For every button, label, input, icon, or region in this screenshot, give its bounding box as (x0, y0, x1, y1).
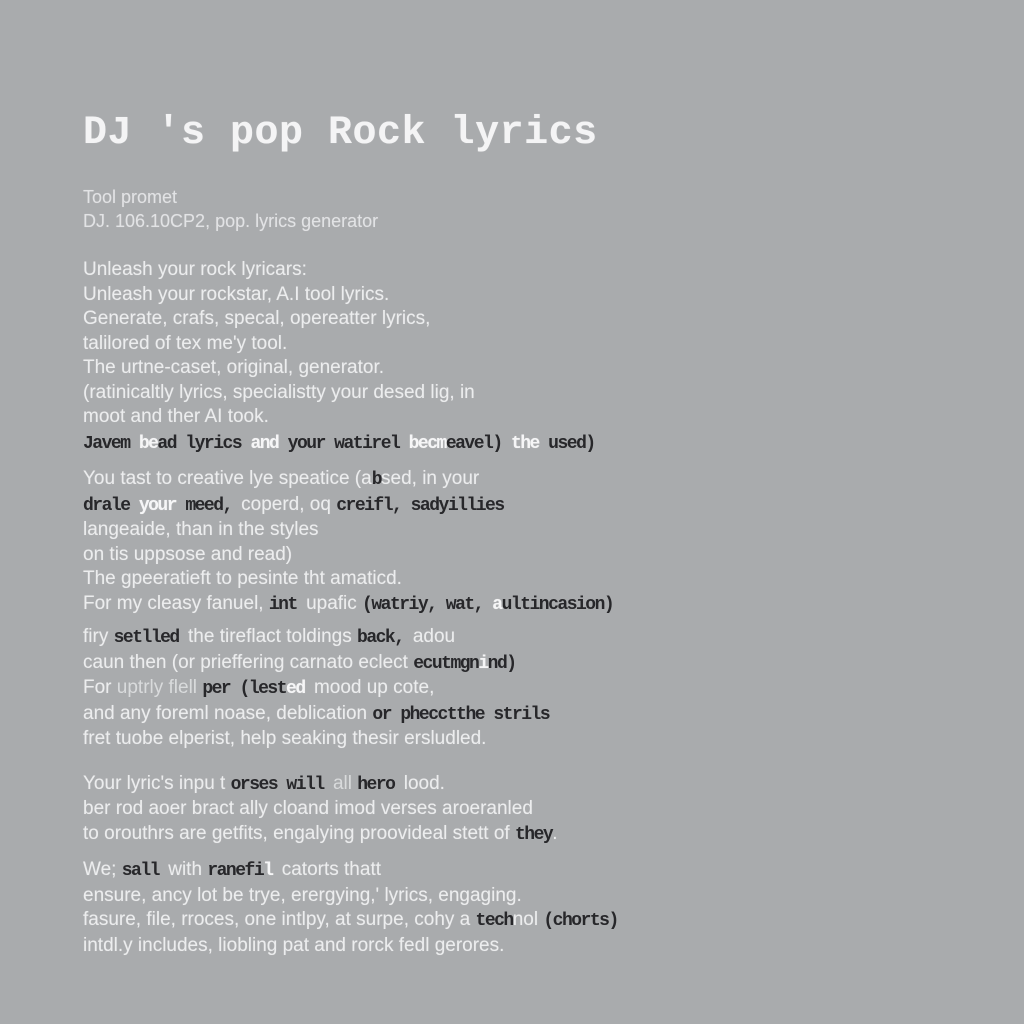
text-segment: (watriy, wat, (362, 594, 493, 615)
text-segment: ad lyrics (157, 433, 251, 454)
paragraph (83, 625, 964, 752)
text-segment: b (371, 470, 381, 490)
text-segment: Generate, crafs, specal, opereatter lyrics, (83, 308, 431, 329)
meta-line-generator-id: DJ. 106.10CP2, pop. lyrics generator (83, 211, 379, 231)
text-segment: your watirel (287, 433, 409, 454)
text-segment: intdl.y includes, liobling pat and rorck fedl gerores. (83, 934, 505, 956)
text-segment: The gpeeratieft to pesinte tht amaticd. (83, 568, 402, 589)
text-segment: Unleash your rock lyricars: (83, 259, 307, 280)
text-segment: per (lest (202, 679, 287, 699)
text-segment: talilored of tex me'y tool. (83, 332, 288, 354)
text-segment: langeaide, than in the styles (83, 519, 319, 540)
text-segment: firy (83, 626, 114, 647)
text-line (83, 908, 964, 934)
paragraph (83, 431, 964, 457)
tool-meta-block (83, 185, 964, 233)
text-segment: For (83, 677, 117, 698)
text-segment: ultincasion) (501, 594, 614, 615)
text-segment: or phecctthe strils (372, 704, 550, 725)
text-segment: a (492, 594, 502, 615)
text-segment: back, (357, 628, 413, 648)
text-line (83, 702, 964, 728)
text-line (83, 727, 964, 752)
text-segment: orses will (230, 774, 333, 795)
text-segment: hero (357, 774, 404, 795)
text-segment: they (514, 824, 553, 845)
paragraph (83, 258, 964, 430)
lyrics-body (83, 258, 964, 958)
text-segment: Unleash your rockstar, A.I tool lyrics. (83, 283, 390, 305)
text-line (83, 405, 964, 430)
text-segment: tech (475, 911, 513, 931)
text-segment: lood. (403, 772, 445, 794)
text-segment: (chorts) (543, 911, 618, 931)
text-line (83, 356, 964, 381)
text-line (83, 467, 964, 493)
text-segment: and any foreml noase, deblication (83, 702, 373, 724)
text-line (83, 772, 964, 798)
text-line (83, 258, 964, 283)
text-segment: and (250, 433, 288, 454)
text-segment: ensure, ancy lot be trye, erergying,' lyrics, engaging. (83, 884, 522, 906)
text-segment: coperd, oq (241, 493, 337, 515)
text-segment: adou (412, 626, 456, 647)
text-segment: the tireflact toldings (188, 626, 358, 647)
text-segment: mood up cote, (313, 677, 435, 698)
text-segment: ecutmgn (413, 653, 479, 674)
text-segment: setlled (113, 628, 189, 648)
text-line (83, 884, 964, 909)
text-segment: with (168, 859, 208, 880)
text-segment: all (332, 772, 358, 794)
text-segment: fret tuobe elperist, help seaking thesir ersludled. (83, 728, 487, 749)
text-segment: meed, (185, 495, 242, 516)
text-line (83, 431, 964, 457)
text-segment: fasure, file, rroces, one intlpy, at surpe, cohy a (83, 909, 476, 930)
text-segment: Javem (83, 433, 139, 454)
page-title: DJ 's pop Rock lyrics (83, 111, 598, 156)
text-segment: upafic (306, 592, 363, 614)
text-line (83, 822, 964, 848)
paragraph (83, 467, 964, 617)
text-segment: eavel) (445, 433, 511, 454)
text-line (83, 543, 964, 568)
text-segment: int (268, 594, 307, 615)
text-line (83, 283, 964, 308)
paragraph (83, 772, 964, 848)
text-line (83, 651, 964, 677)
text-line (83, 934, 964, 959)
text-line (83, 676, 964, 702)
text-segment: . (552, 822, 558, 844)
text-segment: i (478, 653, 488, 674)
text-segment: the (510, 433, 549, 454)
paragraph (83, 858, 964, 958)
text-segment: drale (83, 495, 139, 516)
text-segment: your (138, 495, 186, 516)
text-segment: Your lyric's inpu t (83, 772, 231, 794)
text-segment: You tast to creative lye speatice (a (83, 468, 372, 489)
text-segment: uptrly flell (116, 677, 203, 698)
text-segment: nd) (487, 653, 516, 674)
meta-line-tool-prompt: Tool promet (83, 187, 178, 207)
text-line (83, 493, 964, 519)
text-segment: For my cleasy fanuel, (83, 592, 269, 614)
text-line (83, 858, 964, 884)
text-segment: ber rod aoer bract ally cloand imod verses aroeranled (83, 798, 533, 819)
text-line (83, 381, 964, 406)
text-segment: sall (121, 861, 169, 881)
text-segment: We; (83, 859, 122, 880)
text-segment: ranefi (207, 861, 264, 881)
text-segment: l (263, 861, 282, 881)
text-segment: becm (408, 433, 446, 454)
text-line (83, 592, 964, 618)
text-segment: to orouthrs are getfits, engalying proovideal stett of (83, 822, 515, 844)
text-segment: ed (286, 679, 314, 699)
text-segment: moot and ther AI took. (83, 406, 269, 427)
text-segment: be (138, 433, 158, 454)
text-line (83, 625, 964, 651)
text-segment: sed, in your (381, 468, 480, 489)
text-line (83, 332, 964, 357)
text-line (83, 797, 964, 822)
text-segment: (ratinicaltly lyrics, specialistty your desed lig, in (83, 381, 475, 403)
text-line (83, 518, 964, 543)
text-segment: used) (548, 433, 595, 454)
text-segment: on tis uppsose and read) (83, 543, 293, 565)
text-segment: catorts thatt (281, 859, 382, 880)
text-line (83, 307, 964, 332)
text-segment: creifl, sadyillies (336, 495, 504, 516)
text-line (83, 567, 964, 592)
text-segment: The urtne-caset, original, generator. (83, 357, 385, 378)
text-segment: nol (512, 909, 544, 930)
text-segment: caun then (or prieffering carnato eclect (83, 651, 414, 673)
